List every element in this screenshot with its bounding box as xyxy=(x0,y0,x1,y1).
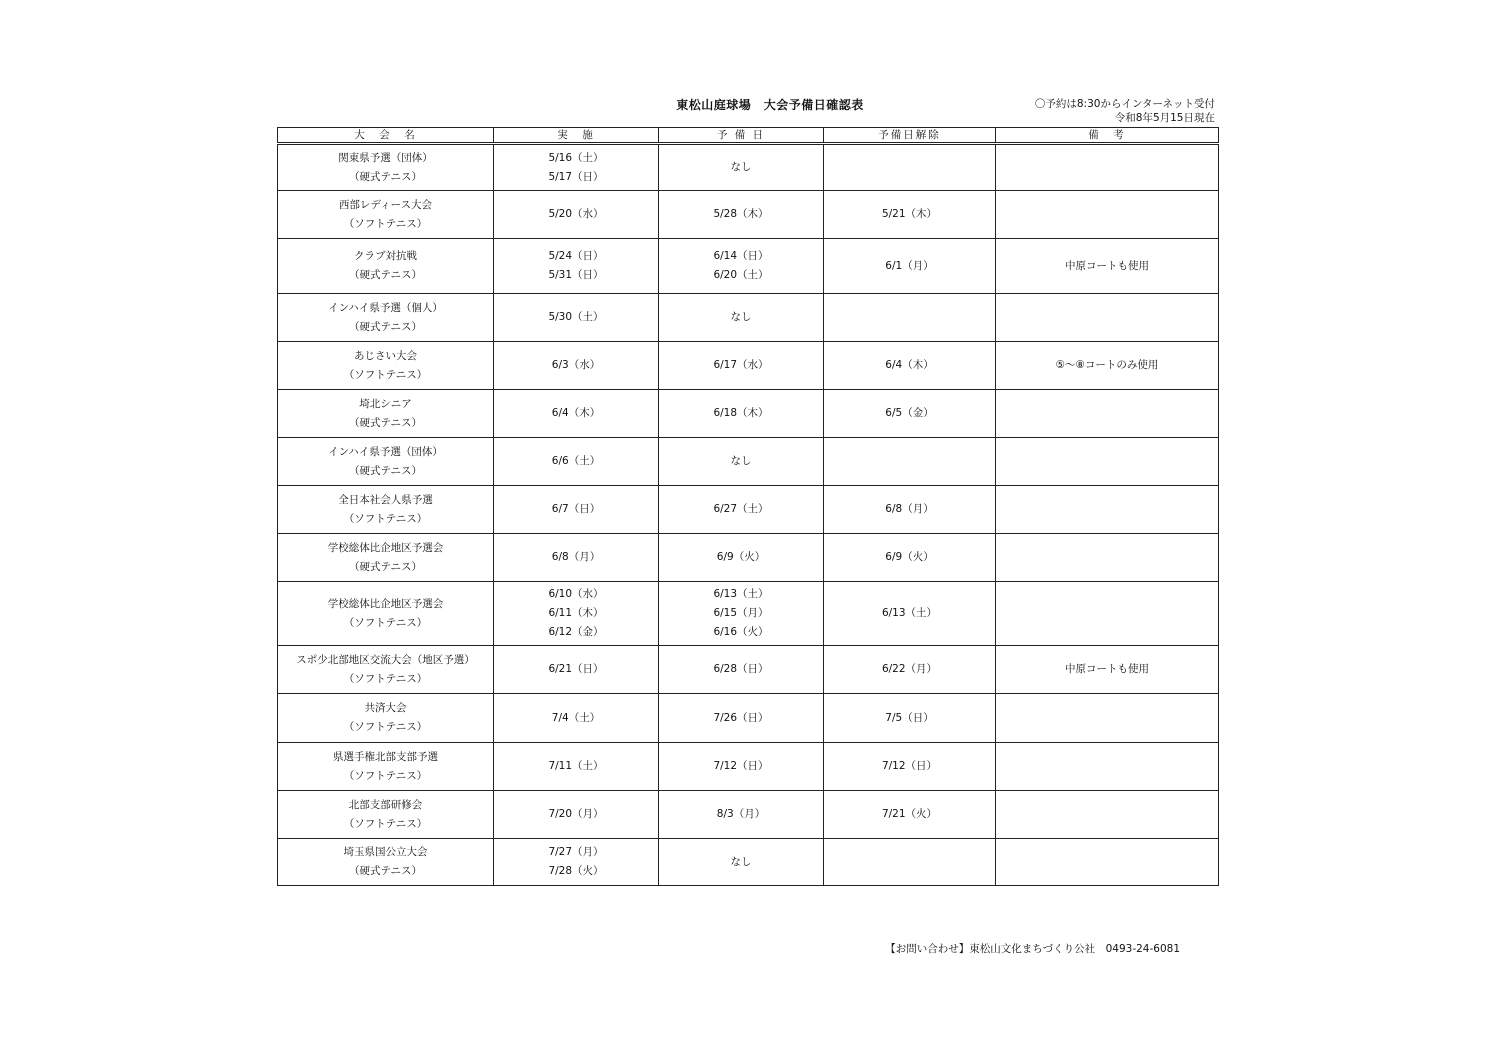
table-body xyxy=(278,144,1219,886)
cell-text: あじさい大会 xyxy=(354,349,417,362)
reserve-dates-cell xyxy=(659,342,824,390)
release-date-cell xyxy=(824,390,996,438)
table-row xyxy=(278,144,1219,191)
reserve-dates-cell xyxy=(659,646,824,694)
release-date-cell xyxy=(824,144,996,191)
cell-text: 埼玉県国公立大会 xyxy=(343,846,428,858)
release-date-cell xyxy=(824,438,996,486)
cell-text: （ソフトテニス） xyxy=(343,616,428,629)
cell-text: 6/22（月） xyxy=(881,663,938,675)
reserve-dates-cell xyxy=(659,438,824,486)
cell-text: 7/4（土） xyxy=(551,711,601,724)
tournament-name-cell xyxy=(278,191,494,239)
table-row xyxy=(278,438,1219,486)
note-cell xyxy=(996,791,1219,839)
table-row xyxy=(278,646,1219,694)
tournament-name-cell xyxy=(278,342,494,390)
reservation-notice: 〇予約は8:30からインターネット受付 xyxy=(1034,98,1215,110)
cell-text: なし xyxy=(730,161,752,173)
cell-text: 5/28（木） xyxy=(713,208,769,220)
cell-text: 6/4（木） xyxy=(885,359,934,371)
page-title: 東松山庭球場 大会予備日確認表 xyxy=(676,98,864,112)
tournament-name-cell xyxy=(278,390,494,438)
cell-text: 6/27（土） xyxy=(713,503,769,515)
cell-text: 8/3（月） xyxy=(716,808,766,820)
cell-text: 7/21（火） xyxy=(881,808,938,820)
cell-text: 7/12（日） xyxy=(881,760,938,772)
release-date-cell xyxy=(824,839,996,886)
cell-text: （硬式テニス） xyxy=(348,464,423,477)
table-row xyxy=(278,342,1219,390)
reserve-dates-cell xyxy=(659,743,824,791)
release-date-cell xyxy=(824,534,996,582)
event-dates-cell xyxy=(494,694,659,743)
cell-text: 6/13（土） xyxy=(713,588,769,600)
note-cell xyxy=(996,486,1219,534)
note-cell xyxy=(996,839,1219,886)
cell-text: （ソフトテニス） xyxy=(343,512,428,525)
note-cell xyxy=(996,294,1219,342)
table-row xyxy=(278,486,1219,534)
cell-text: 中原コートも使用 xyxy=(1065,259,1149,272)
cell-text: 7/26（日） xyxy=(713,711,769,724)
cell-text: 6/8（月） xyxy=(551,551,601,563)
schedule-table xyxy=(277,127,1219,886)
cell-text: 5/21（木） xyxy=(881,208,938,220)
reserve-dates-cell xyxy=(659,144,824,191)
reserve-dates-cell xyxy=(659,191,824,239)
event-dates-cell xyxy=(494,791,659,839)
reserve-dates-cell xyxy=(659,390,824,438)
note-cell xyxy=(996,342,1219,390)
reserve-dates-cell xyxy=(659,694,824,743)
reserve-dates-cell xyxy=(659,486,824,534)
reserve-dates-cell xyxy=(659,534,824,582)
cell-text: （硬式テニス） xyxy=(348,416,423,429)
cell-text: なし xyxy=(730,455,752,467)
table-row xyxy=(278,582,1219,646)
cell-text: 6/7（日） xyxy=(551,503,601,515)
cell-text: 6/17（水） xyxy=(713,359,769,371)
cell-text: 6/8（月） xyxy=(885,503,934,515)
table-header-row xyxy=(278,128,1219,144)
cell-text: （硬式テニス） xyxy=(348,170,423,183)
column-header-dates: 実 施 xyxy=(494,128,659,144)
cell-text: 6/9（火） xyxy=(716,551,766,563)
cell-text: （硬式テニス） xyxy=(348,269,423,281)
cell-text: 6/16（火） xyxy=(713,626,769,638)
reserve-dates-cell xyxy=(659,791,824,839)
note-cell xyxy=(996,534,1219,582)
event-dates-cell xyxy=(494,294,659,342)
event-dates-cell xyxy=(494,239,659,294)
note-cell xyxy=(996,144,1219,191)
cell-text: 学校総体比企地区予選会 xyxy=(327,597,444,610)
tournament-name-cell xyxy=(278,486,494,534)
cell-text: 6/21（日） xyxy=(548,663,604,675)
cell-text: 7/20（月） xyxy=(548,808,604,820)
table-row xyxy=(278,694,1219,743)
tournament-name-cell xyxy=(278,144,494,191)
table-row xyxy=(278,743,1219,791)
cell-text: なし xyxy=(730,311,752,323)
cell-text: 6/6（土） xyxy=(551,455,601,467)
cell-text: 学校総体比企地区予選会 xyxy=(327,541,444,554)
cell-text: インハイ県予選（団体） xyxy=(328,445,443,458)
reserve-dates-cell xyxy=(659,839,824,886)
cell-text: （ソフトテニス） xyxy=(343,217,428,230)
note-cell xyxy=(996,390,1219,438)
cell-text: 共済大会 xyxy=(364,702,407,714)
event-dates-cell xyxy=(494,438,659,486)
cell-text: 6/28（日） xyxy=(713,663,769,675)
cell-text: 5/24（日） xyxy=(548,250,604,262)
cell-text: （硬式テニス） xyxy=(348,560,423,573)
event-dates-cell xyxy=(494,191,659,239)
cell-text: （硬式テニス） xyxy=(348,865,423,877)
reserve-dates-cell xyxy=(659,294,824,342)
cell-text: （ソフトテニス） xyxy=(343,368,428,381)
tournament-name-cell xyxy=(278,839,494,886)
cell-text: 7/5（日） xyxy=(885,711,934,724)
cell-text: 北部支部研修会 xyxy=(348,798,423,811)
cell-text: 5/20（水） xyxy=(548,208,604,220)
column-header-release: 予備日解除 xyxy=(824,128,996,144)
cell-text: （ソフトテニス） xyxy=(343,817,428,830)
release-date-cell xyxy=(824,191,996,239)
note-cell xyxy=(996,438,1219,486)
tournament-name-cell xyxy=(278,791,494,839)
event-dates-cell xyxy=(494,486,659,534)
table-row xyxy=(278,534,1219,582)
event-dates-cell xyxy=(494,743,659,791)
release-date-cell xyxy=(824,694,996,743)
cell-text: 県選手権北部支部予選 xyxy=(333,750,438,763)
cell-text: 6/4（木） xyxy=(551,407,601,419)
cell-text: 6/15（月） xyxy=(713,607,769,619)
cell-text: スポ少北部地区交流大会（地区予選） xyxy=(296,653,475,666)
cell-text: クラブ対抗戦 xyxy=(354,250,417,262)
tournament-name-cell xyxy=(278,294,494,342)
release-date-cell xyxy=(824,342,996,390)
table-row xyxy=(278,839,1219,886)
cell-text: 7/28（火） xyxy=(548,865,604,877)
tournament-name-cell xyxy=(278,239,494,294)
event-dates-cell xyxy=(494,534,659,582)
release-date-cell xyxy=(824,239,996,294)
tournament-name-cell xyxy=(278,582,494,646)
cell-text: 6/18（木） xyxy=(713,407,769,419)
event-dates-cell xyxy=(494,342,659,390)
table-row xyxy=(278,390,1219,438)
cell-text: （ソフトテニス） xyxy=(343,672,428,685)
release-date-cell xyxy=(824,582,996,646)
event-dates-cell xyxy=(494,646,659,694)
cell-text: 全日本社会人県予選 xyxy=(338,493,433,506)
event-dates-cell xyxy=(494,144,659,191)
reserve-dates-cell xyxy=(659,239,824,294)
release-date-cell xyxy=(824,486,996,534)
column-header-name: 大 会 名 xyxy=(278,128,494,144)
cell-text: 6/20（土） xyxy=(713,269,769,281)
cell-text: 埼北シニア xyxy=(359,397,412,410)
tournament-name-cell xyxy=(278,743,494,791)
header-notes xyxy=(1035,97,1215,125)
note-cell xyxy=(996,239,1219,294)
table-row xyxy=(278,191,1219,239)
cell-text: 中原コートも使用 xyxy=(1065,663,1149,675)
column-header-note: 備 考 xyxy=(996,128,1219,144)
release-date-cell xyxy=(824,294,996,342)
release-date-cell xyxy=(824,791,996,839)
cell-text: 7/12（日） xyxy=(713,760,769,772)
cell-text: 6/3（水） xyxy=(551,359,601,371)
cell-text: 7/27（月） xyxy=(548,846,604,858)
tournament-name-cell xyxy=(278,694,494,743)
cell-text: （ソフトテニス） xyxy=(343,769,428,782)
as-of-date: 令和8年5月15日現在 xyxy=(1114,112,1215,124)
cell-text: 6/12（金） xyxy=(548,626,604,638)
cell-text: 6/5（金） xyxy=(885,407,934,419)
event-dates-cell xyxy=(494,839,659,886)
cell-text: 5/17（日） xyxy=(548,170,604,183)
cell-text: 6/10（水） xyxy=(548,588,604,600)
cell-text: ⑤～⑧コートのみ使用 xyxy=(1055,359,1159,371)
release-date-cell xyxy=(824,646,996,694)
cell-text: 5/16（土） xyxy=(548,151,604,164)
cell-text: 6/13（土） xyxy=(881,607,938,619)
cell-text: 6/14（日） xyxy=(713,250,769,262)
note-cell xyxy=(996,582,1219,646)
contact-footer: 【お問い合わせ】東松山文化まちづくり公社 0493-24-6081 xyxy=(885,943,1180,955)
cell-text: 5/30（土） xyxy=(548,311,604,323)
release-date-cell xyxy=(824,743,996,791)
cell-text: インハイ県予選（個人） xyxy=(328,301,443,314)
note-cell xyxy=(996,646,1219,694)
note-cell xyxy=(996,191,1219,239)
column-header-reserve: 予 備 日 xyxy=(659,128,824,144)
cell-text: 5/31（日） xyxy=(548,269,604,281)
tournament-name-cell xyxy=(278,646,494,694)
cell-text: 西部レディース大会 xyxy=(338,198,433,211)
table-row xyxy=(278,294,1219,342)
cell-text: 6/9（火） xyxy=(885,551,934,563)
tournament-name-cell xyxy=(278,534,494,582)
cell-text: 6/1（月） xyxy=(885,259,934,272)
event-dates-cell xyxy=(494,582,659,646)
cell-text: 6/11（木） xyxy=(548,607,604,619)
reserve-dates-cell xyxy=(659,582,824,646)
event-dates-cell xyxy=(494,390,659,438)
cell-text: なし xyxy=(730,855,752,868)
cell-text: （硬式テニス） xyxy=(348,320,423,333)
note-cell xyxy=(996,743,1219,791)
cell-text: 関東県予選（団体） xyxy=(338,151,433,164)
cell-text: （ソフトテニス） xyxy=(343,721,428,733)
table-row xyxy=(278,239,1219,294)
tournament-name-cell xyxy=(278,438,494,486)
cell-text: 7/11（土） xyxy=(548,760,604,772)
note-cell xyxy=(996,694,1219,743)
table-row xyxy=(278,791,1219,839)
